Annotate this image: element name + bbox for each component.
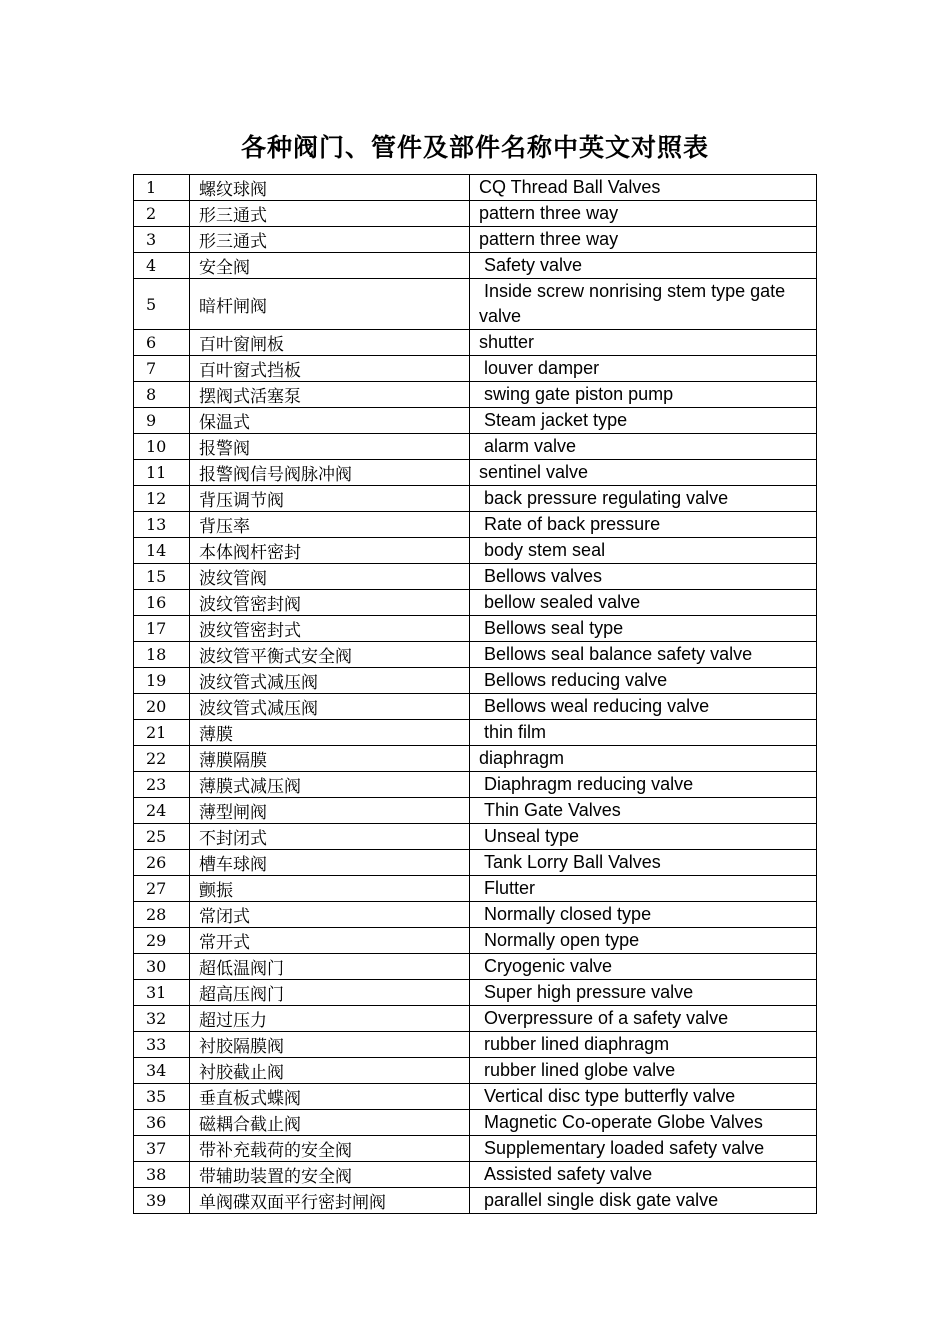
chinese-term: 单阀碟双面平行密封闸阀 bbox=[190, 1188, 470, 1214]
english-term: Flutter bbox=[470, 876, 817, 902]
row-number: 13 bbox=[134, 512, 190, 538]
row-number: 21 bbox=[134, 720, 190, 746]
chinese-term: 超低温阀门 bbox=[190, 954, 470, 980]
table-row bbox=[134, 382, 817, 408]
document-title: 各种阀门、管件及部件名称中英文对照表 bbox=[240, 133, 709, 162]
english-term: parallel single disk gate valve bbox=[470, 1188, 817, 1214]
english-term: Bellows seal type bbox=[470, 616, 817, 642]
row-number: 1 bbox=[134, 175, 190, 201]
chinese-term: 百叶窗闸板 bbox=[190, 330, 470, 356]
row-number: 24 bbox=[134, 798, 190, 824]
glossary-table bbox=[133, 174, 817, 1214]
row-number: 18 bbox=[134, 642, 190, 668]
table-row bbox=[134, 460, 817, 486]
table-row bbox=[134, 1058, 817, 1084]
english-term: Overpressure of a safety valve bbox=[470, 1006, 817, 1032]
row-number: 37 bbox=[134, 1136, 190, 1162]
chinese-term: 摆阀式活塞泵 bbox=[190, 382, 470, 408]
row-number: 26 bbox=[134, 850, 190, 876]
table-row bbox=[134, 876, 817, 902]
chinese-term: 超过压力 bbox=[190, 1006, 470, 1032]
row-number: 32 bbox=[134, 1006, 190, 1032]
table-row bbox=[134, 434, 817, 460]
table-row bbox=[134, 538, 817, 564]
chinese-term: 波纹管密封阀 bbox=[190, 590, 470, 616]
table-row bbox=[134, 616, 817, 642]
chinese-term: 背压率 bbox=[190, 512, 470, 538]
chinese-term: 不封闭式 bbox=[190, 824, 470, 850]
table-row bbox=[134, 902, 817, 928]
chinese-term: 背压调节阀 bbox=[190, 486, 470, 512]
chinese-term: 报警阀 bbox=[190, 434, 470, 460]
english-term: shutter bbox=[470, 330, 817, 356]
table-row bbox=[134, 694, 817, 720]
table-row bbox=[134, 175, 817, 201]
table-row bbox=[134, 253, 817, 279]
english-term: Magnetic Co-operate Globe Valves bbox=[470, 1110, 817, 1136]
chinese-term: 颤振 bbox=[190, 876, 470, 902]
row-number: 3 bbox=[134, 227, 190, 253]
table-row bbox=[134, 1162, 817, 1188]
row-number: 8 bbox=[134, 382, 190, 408]
chinese-term: 衬胶隔膜阀 bbox=[190, 1032, 470, 1058]
chinese-term: 波纹管平衡式安全阀 bbox=[190, 642, 470, 668]
row-number: 38 bbox=[134, 1162, 190, 1188]
english-term: body stem seal bbox=[470, 538, 817, 564]
english-term: swing gate piston pump bbox=[470, 382, 817, 408]
table-row bbox=[134, 1136, 817, 1162]
table-row bbox=[134, 1032, 817, 1058]
english-term: Tank Lorry Ball Valves bbox=[470, 850, 817, 876]
english-term: sentinel valve bbox=[470, 460, 817, 486]
chinese-term: 本体阀杆密封 bbox=[190, 538, 470, 564]
english-term: Unseal type bbox=[470, 824, 817, 850]
chinese-term: 波纹管密封式 bbox=[190, 616, 470, 642]
english-term: louver damper bbox=[470, 356, 817, 382]
table-row bbox=[134, 668, 817, 694]
table-row bbox=[134, 227, 817, 253]
english-term: Normally open type bbox=[470, 928, 817, 954]
chinese-term: 磁耦合截止阀 bbox=[190, 1110, 470, 1136]
table-row bbox=[134, 512, 817, 538]
english-term: Inside screw nonrising stem type gate valve bbox=[470, 279, 817, 330]
chinese-term: 常开式 bbox=[190, 928, 470, 954]
chinese-term: 百叶窗式挡板 bbox=[190, 356, 470, 382]
chinese-term: 带补充载荷的安全阀 bbox=[190, 1136, 470, 1162]
table-row bbox=[134, 486, 817, 512]
table-row bbox=[134, 330, 817, 356]
table-row bbox=[134, 798, 817, 824]
row-number: 28 bbox=[134, 902, 190, 928]
table-row bbox=[134, 928, 817, 954]
row-number: 15 bbox=[134, 564, 190, 590]
english-term: Steam jacket type bbox=[470, 408, 817, 434]
table-row bbox=[134, 850, 817, 876]
english-term: Normally closed type bbox=[470, 902, 817, 928]
glossary-table-body bbox=[134, 175, 817, 1214]
chinese-term: 报警阀信号阀脉冲阀 bbox=[190, 460, 470, 486]
row-number: 11 bbox=[134, 460, 190, 486]
english-term: rubber lined diaphragm bbox=[470, 1032, 817, 1058]
row-number: 20 bbox=[134, 694, 190, 720]
table-row bbox=[134, 824, 817, 850]
row-number: 36 bbox=[134, 1110, 190, 1136]
english-term: rubber lined globe valve bbox=[470, 1058, 817, 1084]
english-term: pattern three way bbox=[470, 201, 817, 227]
chinese-term: 槽车球阀 bbox=[190, 850, 470, 876]
chinese-term: 形三通式 bbox=[190, 201, 470, 227]
english-term: Super high pressure valve bbox=[470, 980, 817, 1006]
english-term: Bellows valves bbox=[470, 564, 817, 590]
english-term: diaphragm bbox=[470, 746, 817, 772]
row-number: 14 bbox=[134, 538, 190, 564]
table-row bbox=[134, 980, 817, 1006]
english-term: Rate of back pressure bbox=[470, 512, 817, 538]
table-row bbox=[134, 1006, 817, 1032]
table-row bbox=[134, 720, 817, 746]
english-term: Bellows weal reducing valve bbox=[470, 694, 817, 720]
chinese-term: 波纹管式减压阀 bbox=[190, 694, 470, 720]
row-number: 17 bbox=[134, 616, 190, 642]
row-number: 4 bbox=[134, 253, 190, 279]
row-number: 6 bbox=[134, 330, 190, 356]
english-term: Supplementary loaded safety valve bbox=[470, 1136, 817, 1162]
english-term: Vertical disc type butterfly valve bbox=[470, 1084, 817, 1110]
row-number: 31 bbox=[134, 980, 190, 1006]
chinese-term: 薄膜式减压阀 bbox=[190, 772, 470, 798]
table-row bbox=[134, 1188, 817, 1214]
chinese-term: 保温式 bbox=[190, 408, 470, 434]
table-row bbox=[134, 642, 817, 668]
table-row bbox=[134, 279, 817, 330]
chinese-term: 波纹管阀 bbox=[190, 564, 470, 590]
table-row bbox=[134, 408, 817, 434]
table-row bbox=[134, 1084, 817, 1110]
chinese-term: 薄膜 bbox=[190, 720, 470, 746]
chinese-term: 垂直板式蝶阀 bbox=[190, 1084, 470, 1110]
row-number: 22 bbox=[134, 746, 190, 772]
table-row bbox=[134, 746, 817, 772]
row-number: 5 bbox=[134, 279, 190, 330]
chinese-term: 薄型闸阀 bbox=[190, 798, 470, 824]
english-term: CQ Thread Ball Valves bbox=[470, 175, 817, 201]
row-number: 19 bbox=[134, 668, 190, 694]
english-term: Bellows seal balance safety valve bbox=[470, 642, 817, 668]
row-number: 34 bbox=[134, 1058, 190, 1084]
chinese-term: 薄膜隔膜 bbox=[190, 746, 470, 772]
table-row bbox=[134, 201, 817, 227]
english-term: Bellows reducing valve bbox=[470, 668, 817, 694]
table-row bbox=[134, 954, 817, 980]
row-number: 30 bbox=[134, 954, 190, 980]
row-number: 2 bbox=[134, 201, 190, 227]
table-row bbox=[134, 1110, 817, 1136]
english-term: Safety valve bbox=[470, 253, 817, 279]
row-number: 12 bbox=[134, 486, 190, 512]
english-term: Diaphragm reducing valve bbox=[470, 772, 817, 798]
table-row bbox=[134, 564, 817, 590]
table-row bbox=[134, 356, 817, 382]
english-term: Thin Gate Valves bbox=[470, 798, 817, 824]
english-term: Cryogenic valve bbox=[470, 954, 817, 980]
row-number: 35 bbox=[134, 1084, 190, 1110]
english-term: thin film bbox=[470, 720, 817, 746]
chinese-term: 形三通式 bbox=[190, 227, 470, 253]
chinese-term: 螺纹球阀 bbox=[190, 175, 470, 201]
table-row bbox=[134, 590, 817, 616]
english-term: Assisted safety valve bbox=[470, 1162, 817, 1188]
chinese-term: 带辅助装置的安全阀 bbox=[190, 1162, 470, 1188]
row-number: 23 bbox=[134, 772, 190, 798]
chinese-term: 超高压阀门 bbox=[190, 980, 470, 1006]
chinese-term: 衬胶截止阀 bbox=[190, 1058, 470, 1084]
row-number: 27 bbox=[134, 876, 190, 902]
english-term: pattern three way bbox=[470, 227, 817, 253]
row-number: 29 bbox=[134, 928, 190, 954]
table-row bbox=[134, 772, 817, 798]
chinese-term: 波纹管式减压阀 bbox=[190, 668, 470, 694]
row-number: 16 bbox=[134, 590, 190, 616]
chinese-term: 常闭式 bbox=[190, 902, 470, 928]
english-term: alarm valve bbox=[470, 434, 817, 460]
english-term: bellow sealed valve bbox=[470, 590, 817, 616]
row-number: 10 bbox=[134, 434, 190, 460]
row-number: 9 bbox=[134, 408, 190, 434]
row-number: 25 bbox=[134, 824, 190, 850]
row-number: 33 bbox=[134, 1032, 190, 1058]
english-term: back pressure regulating valve bbox=[470, 486, 817, 512]
chinese-term: 暗杆闸阀 bbox=[190, 279, 470, 330]
row-number: 39 bbox=[134, 1188, 190, 1214]
chinese-term: 安全阀 bbox=[190, 253, 470, 279]
row-number: 7 bbox=[134, 356, 190, 382]
